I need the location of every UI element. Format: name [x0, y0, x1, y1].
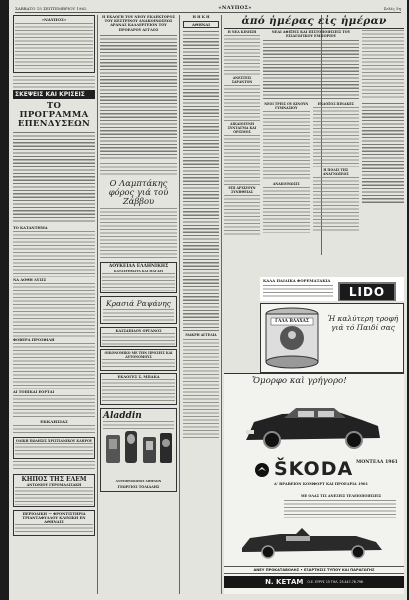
column-rule — [179, 15, 180, 594]
ad-tagline: Ὄμορφο καὶ γρήγορο! — [252, 376, 347, 386]
text-block — [13, 461, 95, 471]
column-1 — [13, 15, 95, 594]
text-block — [100, 163, 177, 177]
text-block — [263, 40, 359, 100]
advertisement — [100, 296, 177, 324]
text-block — [103, 421, 174, 429]
text-block — [183, 339, 219, 439]
text-block — [15, 524, 93, 534]
section-banner: ἀπό ἡμέρας εἰς ἡμέραν — [224, 15, 404, 29]
advertisement — [13, 474, 95, 507]
subhead: ΑΙ ΤΟΠΙΚΑΙ ΕΟΡΤΑΙ — [13, 390, 55, 394]
tin-label: ΓΑΛΑ ΒΛΑΧΑΣ — [275, 318, 309, 323]
text-block — [15, 487, 93, 505]
column-rule — [221, 15, 222, 594]
ad-logo: Aladdin — [103, 410, 142, 421]
advertisement — [100, 373, 177, 405]
masthead-box — [13, 15, 95, 73]
text-block — [183, 31, 219, 331]
column-subtitle: ΜΑΚΡΗ ΑΓΓΕΛΙΑ — [185, 333, 217, 337]
masthead-title: «ΝΑΥΠΟΣ» — [41, 17, 67, 22]
subhead: ΦΟΒΕΡΑ ΠΡΟΣΦΙΛΗ — [13, 338, 55, 342]
ad-title: ΚΗΠΟΣ ΤΗΣ ΕΛΕΜ — [21, 476, 87, 483]
advertisement — [100, 262, 177, 293]
ad-title: ΠΕΡΙΟΔΙΚΗ — ΦΡΟΝΤΙΣΤΗΡΙΑ ΤΡΙΑΝΤΑΦΥΛΛΟΥ ΚΛΙΝΙΚΗ ΕΝ ΑΘΗΝΑΙΣ — [22, 512, 86, 524]
milk-tin-illustration — [263, 306, 321, 370]
advertisement — [100, 349, 177, 371]
ad-name: ΑΝΤΩΝΙΟΥ ΓΕΡΟΜΑΛΙΣΑΚΗ — [26, 483, 82, 487]
article-title: ΤΟ ΠΡΟΓΡΑΜΜΑ ΕΠΕΝΔΥΣΕΩΝ — [17, 101, 91, 129]
text-block — [362, 30, 404, 100]
column-logo: ΑΘΗΝΑΙ — [183, 21, 219, 28]
text-block — [313, 107, 360, 167]
subhead: ΝΕΟΙ ΤΡΕΙΣ ΟΥ ΚΙΝΟΥΝ ΓΥΜΝΑΣΙΟΥ — [264, 102, 309, 110]
text-block — [13, 425, 95, 435]
milk-advertisement — [260, 303, 404, 373]
skoda-logo-icon — [254, 462, 270, 478]
header-masthead: «ΝΑΥΠΟΣ» — [218, 5, 252, 11]
ad-footer: ΓΕΩΡΓΙΟΣ ΤΟΛΙΑΛΗΣ — [117, 484, 160, 489]
article-title: Η ΕΚΛΟΓΗ ΤΟΥ ΝΕΟΥ ΕΚΛΕΚΤΟΡΟΣ ΤΟΥ ΚΕΣΤΡΙΝΟΥ ΑΝΑΚΟΙΝΩΣΕΩΣ ΑΡΑΝΑΣ ΚΑΛΛΕΡΓΕΙΟΝ ΤΟΥ ΠΡΟΕΔΡΟΥ ΑΓΓΛΟΣ — [102, 15, 175, 32]
aladdin-advertisement — [100, 408, 177, 492]
subhead: ΕΝΔΟΞΟΣ ΠΙΝΑΚΕΣ — [317, 102, 354, 106]
text-block — [100, 35, 177, 161]
dealer-name: Ν. ΚΕΤΑΜ — [265, 578, 304, 586]
text-block — [13, 395, 95, 417]
section-heading: ΣΚΕΨΕΙΣ ΚΑΙ ΚΡΙΣΕΙΣ — [13, 90, 95, 99]
notice-title: ΟΛΙΚΗ ΠΩΛΗΣΙΣ ΧΡΙΣΤΙΑΝΙΚΟΥ ΚΛΗΡΟΥ — [15, 439, 93, 443]
subhead: ΑΝΑΚΟΙΝΩΣΙΣ — [272, 182, 300, 186]
text-block — [13, 283, 95, 337]
lido-logo: LIDO — [338, 282, 396, 301]
header-date: ΣΑΒΒΑΤΟ 15 ΣΕΠΤΕΜΒΡΙΟΥ 1962 — [15, 5, 87, 11]
text-block — [13, 76, 95, 88]
column-3 — [183, 15, 219, 594]
ad-title: ΚΑΣΣΑΠΙΔΟΥ ΟΡΓΑΝΟΣ — [115, 328, 162, 333]
text-block — [263, 111, 310, 181]
text-block — [102, 359, 175, 369]
news-column-a — [224, 30, 260, 235]
text-block — [362, 103, 404, 203]
newspaper-page — [9, 0, 407, 600]
text-block — [263, 285, 333, 297]
model-year: ΜΟΝΤΕΛΑ 1961 — [356, 460, 398, 465]
text-block — [263, 187, 310, 233]
script-heading: Ο Λαμπτάκης φόρος γιά τού Ζάββου — [108, 177, 169, 206]
subhead: Η ΝΕΑ ΚΙΝΗΣΗ — [227, 30, 257, 34]
text-block — [102, 333, 175, 345]
subhead: ΑΝΕΣΤΕΙΣ ΣΑΡΑΝΤΟΝ — [231, 76, 253, 84]
news-column-b — [263, 30, 359, 233]
ad-subtitle: ΚΑΤΑΣΤΗΜΑΤΑ ΚΑΙ ΜΑΓΑΖΙ — [113, 268, 164, 273]
text-block — [15, 443, 93, 457]
text-block — [284, 500, 396, 518]
ad-title: ΚΑΛΑ ΠΑΙΔΙΚΑ ΦΟΡΕΜΑΤΑΚΙΑ — [263, 278, 331, 283]
lamp-illustration — [103, 429, 175, 467]
text-block — [102, 379, 175, 403]
award-text: Α' ΒΡΑΒΕΙΟΝ ΚΟΜΦΟΡΤ ΚΑΙ ΠΡΟΕΔΡΙΑ 1961 — [274, 482, 368, 486]
skoda-advertisement — [224, 373, 404, 594]
text-block — [102, 273, 175, 291]
text-block — [100, 208, 177, 258]
subhead: ΤΟ ΚΑΤΑΝΤΗΜΑ — [13, 226, 48, 230]
brand-name: ŠKODA — [274, 458, 354, 480]
advertisement — [100, 327, 177, 347]
ad-subtitle: ΑΝΤΙΠΡΟΣΩΠΟΣ ΑΘΗΝΩΝ — [115, 478, 162, 483]
convertible-illustration — [236, 522, 386, 562]
subhead: Η ΠΟΛΙΣ ΤΗΣ ΑΝΑΓΝΩΣΕΩΣ — [322, 168, 349, 176]
financing-line: ΑΝΕΥ ΠΡΟΚΑΤΑΒΟΛΗΣ • ΕΞΑΡΤΗΣΙΣ ΤΥΠΟΥ ΚΑΙ ΠΑΡΑΓΩΓΗΣ — [224, 566, 404, 574]
page-header — [15, 4, 401, 13]
text-block — [15, 23, 93, 69]
article-title: ΝΕΑΙ ΑΦΙΞΕΙΣ ΚΑΙ ΠΙΣΤΟΠΟΙΗΣΕΙΣ ΤΟΥ ΕΙΣΑΓΩΓΙΚΟΥ ΕΜΠΟΡΙΟΥ — [271, 30, 351, 38]
text-block — [103, 309, 174, 321]
advertisement — [13, 510, 95, 536]
subhead: ΔΙΚΑΙΟΣΥΝΗ ΣΥΝΤΑΓΜΑ ΚΑΙ ΟΡΙΣΜΟΣ — [227, 122, 257, 134]
text-block — [13, 132, 95, 224]
text-block — [224, 35, 260, 75]
news-column-c — [362, 30, 404, 203]
text-block — [224, 85, 260, 121]
column-title: Η Η Κ Η — [192, 15, 210, 19]
ad-title: Κρασιά Ραψάνης — [106, 298, 171, 308]
feature-text: ΜΕ ΟΛΑΣ ΤΙΣ ΑΝΕΣΕΙΣ ΤΕΛΕΙΟΠΟΙΗΣΕΙΣ — [300, 494, 382, 498]
ad-title: ΔΟΥΚΕΙΔΑ ΕΛΛΗΝΙΚΗΣ — [108, 263, 169, 269]
header-page-number: Σελίς 5η — [383, 5, 401, 11]
subhead: ΕΚΚΛΗΣΙΑΣ — [40, 419, 68, 424]
dealer-bar — [224, 576, 404, 588]
car-illustration — [238, 392, 388, 456]
text-block — [313, 177, 360, 233]
subhead: ΝΑ ΔΟΘΗ ΛΥΣΙΣ — [13, 278, 47, 282]
text-block — [13, 343, 95, 389]
column-2 — [100, 15, 177, 594]
subhead: ΕΠΙ ΑΡΧΙΖΟΥΝ ΣΥΝΗΘΕΙΑΣ — [228, 186, 256, 194]
right-section — [224, 15, 404, 594]
text-block — [224, 195, 260, 235]
lido-advertisement — [260, 277, 404, 301]
column-rule — [97, 15, 98, 594]
notice-box — [13, 437, 95, 459]
ad-title: ΕΚΛΟΓΕΣ Σ. ΜΠΑΚΑ — [117, 374, 160, 379]
dealer-address: Ο.Ε. ΕΥΡΥΣ 15 ΤΗΛ. 23.447-78.798 — [307, 580, 363, 584]
ad-slogan: Ἡ καλύτερη τροφή γιά τό Παιδί σας — [327, 314, 399, 332]
text-block — [224, 135, 260, 185]
ad-title: ΟΙΚΟΝΟΜΙΚΟ ΜΕ ΤΗΝ ΠΡΟΣΕΙΣ ΚΑΙ ΑΥΤΟΝΟΜΟΥΣ — [104, 350, 173, 359]
text-block — [13, 231, 95, 277]
